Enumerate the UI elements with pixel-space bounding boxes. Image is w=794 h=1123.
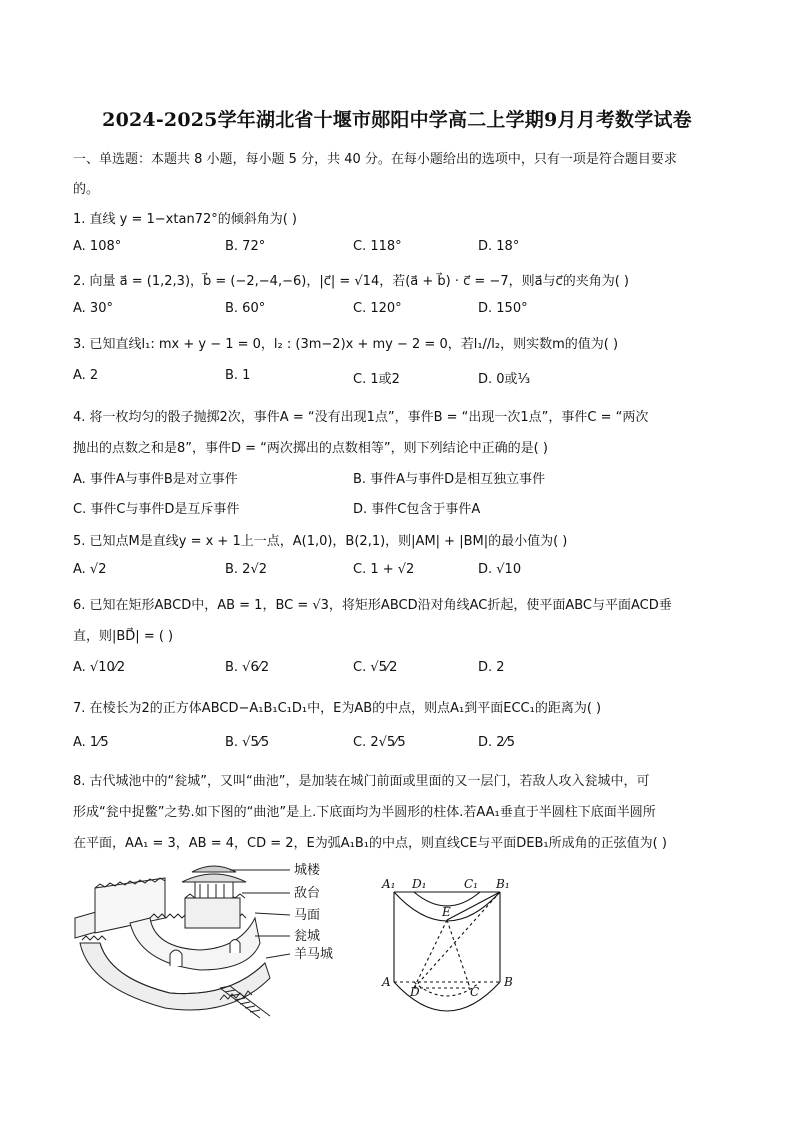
question-3-options <box>73 368 723 388</box>
option-b: B. 1 <box>225 368 251 383</box>
question-1-options <box>73 239 723 259</box>
option-b: B. √6⁄2 <box>225 660 270 675</box>
option-d: D. 0或⅓ <box>478 372 531 387</box>
castle-label-mamian: 马面 <box>294 908 321 923</box>
option-c: C. 1 + √2 <box>353 562 415 577</box>
label-E: E <box>442 905 451 919</box>
option-c: C. √5⁄2 <box>353 660 398 675</box>
section-instruction-cont: 的。 <box>73 182 100 197</box>
option-d: D. 18° <box>478 239 520 254</box>
option-c: C. 2√5⁄5 <box>353 735 406 750</box>
option-d: D. 2 <box>478 660 505 675</box>
option-b: B. 事件A与事件D是相互独立事件 <box>353 472 546 487</box>
question-7-stem: 7. 在棱长为2的正方体ABCD−A₁B₁C₁D₁中，E为AB的中点，则点A₁到平面ECC₁的距离为( ) <box>73 701 602 716</box>
option-a: A. √10⁄2 <box>73 660 126 675</box>
option-a: A. 30° <box>73 301 113 316</box>
label-C: C <box>470 985 480 999</box>
option-a: A. 108° <box>73 239 122 254</box>
option-a: A. 事件A与事件B是对立事件 <box>73 472 238 487</box>
castle-label-chenglou: 城楼 <box>294 863 321 878</box>
option-b: B. 72° <box>225 239 266 254</box>
question-6-options <box>73 660 723 680</box>
option-d: D. 2⁄5 <box>478 735 515 750</box>
question-6-stem-cont: 直，则|BD⃗| = ( ) <box>73 629 174 644</box>
question-5-stem: 5. 已知点M是直线y = x + 1上一点，A(1,0)，B(2,1)，则|AM| + |BM|的最小值为( ) <box>73 534 568 549</box>
option-a: A. √2 <box>73 562 107 577</box>
question-8-stem-cont: 形成“瓮中捉鳖”之势.如下图的“曲池”是上.下底面均为半圆形的柱体.若AA₁垂直于半圆柱下底面半圆所 <box>73 805 656 820</box>
page-title: 2024-2025学年湖北省十堰市郧阳中学高二上学期9月月考数学试卷 <box>102 109 692 131</box>
option-d: D. √10 <box>478 562 522 577</box>
label-A: A <box>382 975 391 989</box>
section-instruction: 一、单选题：本题共 8 小题，每小题 5 分，共 40 分。在每小题给出的选项中，只有一项是符合题目要求 <box>73 152 677 167</box>
question-4-stem-cont: 抛出的点数之和是8”，事件D = “两次掷出的点数相等”，则下列结论中正确的是( ) <box>73 441 548 456</box>
label-A1: A₁ <box>382 877 396 891</box>
question-2-stem: 2. 向量 a⃗ = (1,2,3)，b⃗ = (−2,−4,−6)，|c⃗| = √14，若(a⃗ + b⃗) · c⃗ = −7，则a⃗与c⃗的夹角为( ) <box>73 274 629 289</box>
question-3-stem: 3. 已知直线l₁: mx + y − 1 = 0，l₂ : (3m−2)x + my − 2 = 0，若l₁//l₂，则实数m的值为( ) <box>73 337 619 352</box>
castle-label-ditai: 敌台 <box>294 886 321 901</box>
option-c: C. 118° <box>353 239 402 254</box>
option-d: D. 150° <box>478 301 528 316</box>
question-8-stem: 8. 古代城池中的“瓮城”，又叫“曲池”，是加装在城门前面或里面的又一层门，若敌人攻入瓮城中，可 <box>73 774 650 789</box>
option-c: C. 事件C与事件D是互斥事件 <box>73 502 240 517</box>
option-b: B. 2√2 <box>225 562 268 577</box>
option-c: C. 120° <box>353 301 402 316</box>
castle-label-yangmacheng: 羊马城 <box>294 947 334 962</box>
label-B1: B₁ <box>496 877 510 891</box>
option-d: D. 事件C包含于事件A <box>353 502 481 517</box>
option-c: C. 1或2 <box>353 372 400 387</box>
castle-label-wengcheng: 瓮城 <box>294 929 321 944</box>
option-a: A. 1⁄5 <box>73 735 109 750</box>
question-4-stem: 4. 将一枚均匀的骰子抛掷2次，事件A = “没有出现1点”，事件B = “出现一次1点”，事件C = “两次 <box>73 410 649 425</box>
label-C1: C₁ <box>464 877 478 891</box>
question-1-stem: 1. 直线 y = 1−xtan72°的倾斜角为( ) <box>73 212 297 227</box>
castle-illustration <box>70 858 360 1023</box>
option-b: B. √5⁄5 <box>225 735 270 750</box>
option-b: B. 60° <box>225 301 266 316</box>
option-a: A. 2 <box>73 368 99 383</box>
question-5-options <box>73 562 723 582</box>
question-7-options <box>73 735 723 755</box>
question-6-stem: 6. 已知在矩形ABCD中，AB = 1，BC = √3，将矩形ABCD沿对角线AC折起，使平面ABC与平面ACD垂 <box>73 598 672 613</box>
question-8-stem-cont2: 在平面，AA₁ = 3，AB = 4，CD = 2，E为弧A₁B₁的中点，则直线CE与平面DEB₁所成角的正弦值为( ) <box>73 836 667 851</box>
label-D1: D₁ <box>412 877 427 891</box>
question-4-options-row2 <box>73 498 723 518</box>
question-4-options-row1 <box>73 468 723 488</box>
label-D: D <box>410 985 420 999</box>
half-cylinder-figure <box>370 870 530 1035</box>
question-2-options <box>73 301 723 321</box>
label-B: B <box>504 975 513 989</box>
